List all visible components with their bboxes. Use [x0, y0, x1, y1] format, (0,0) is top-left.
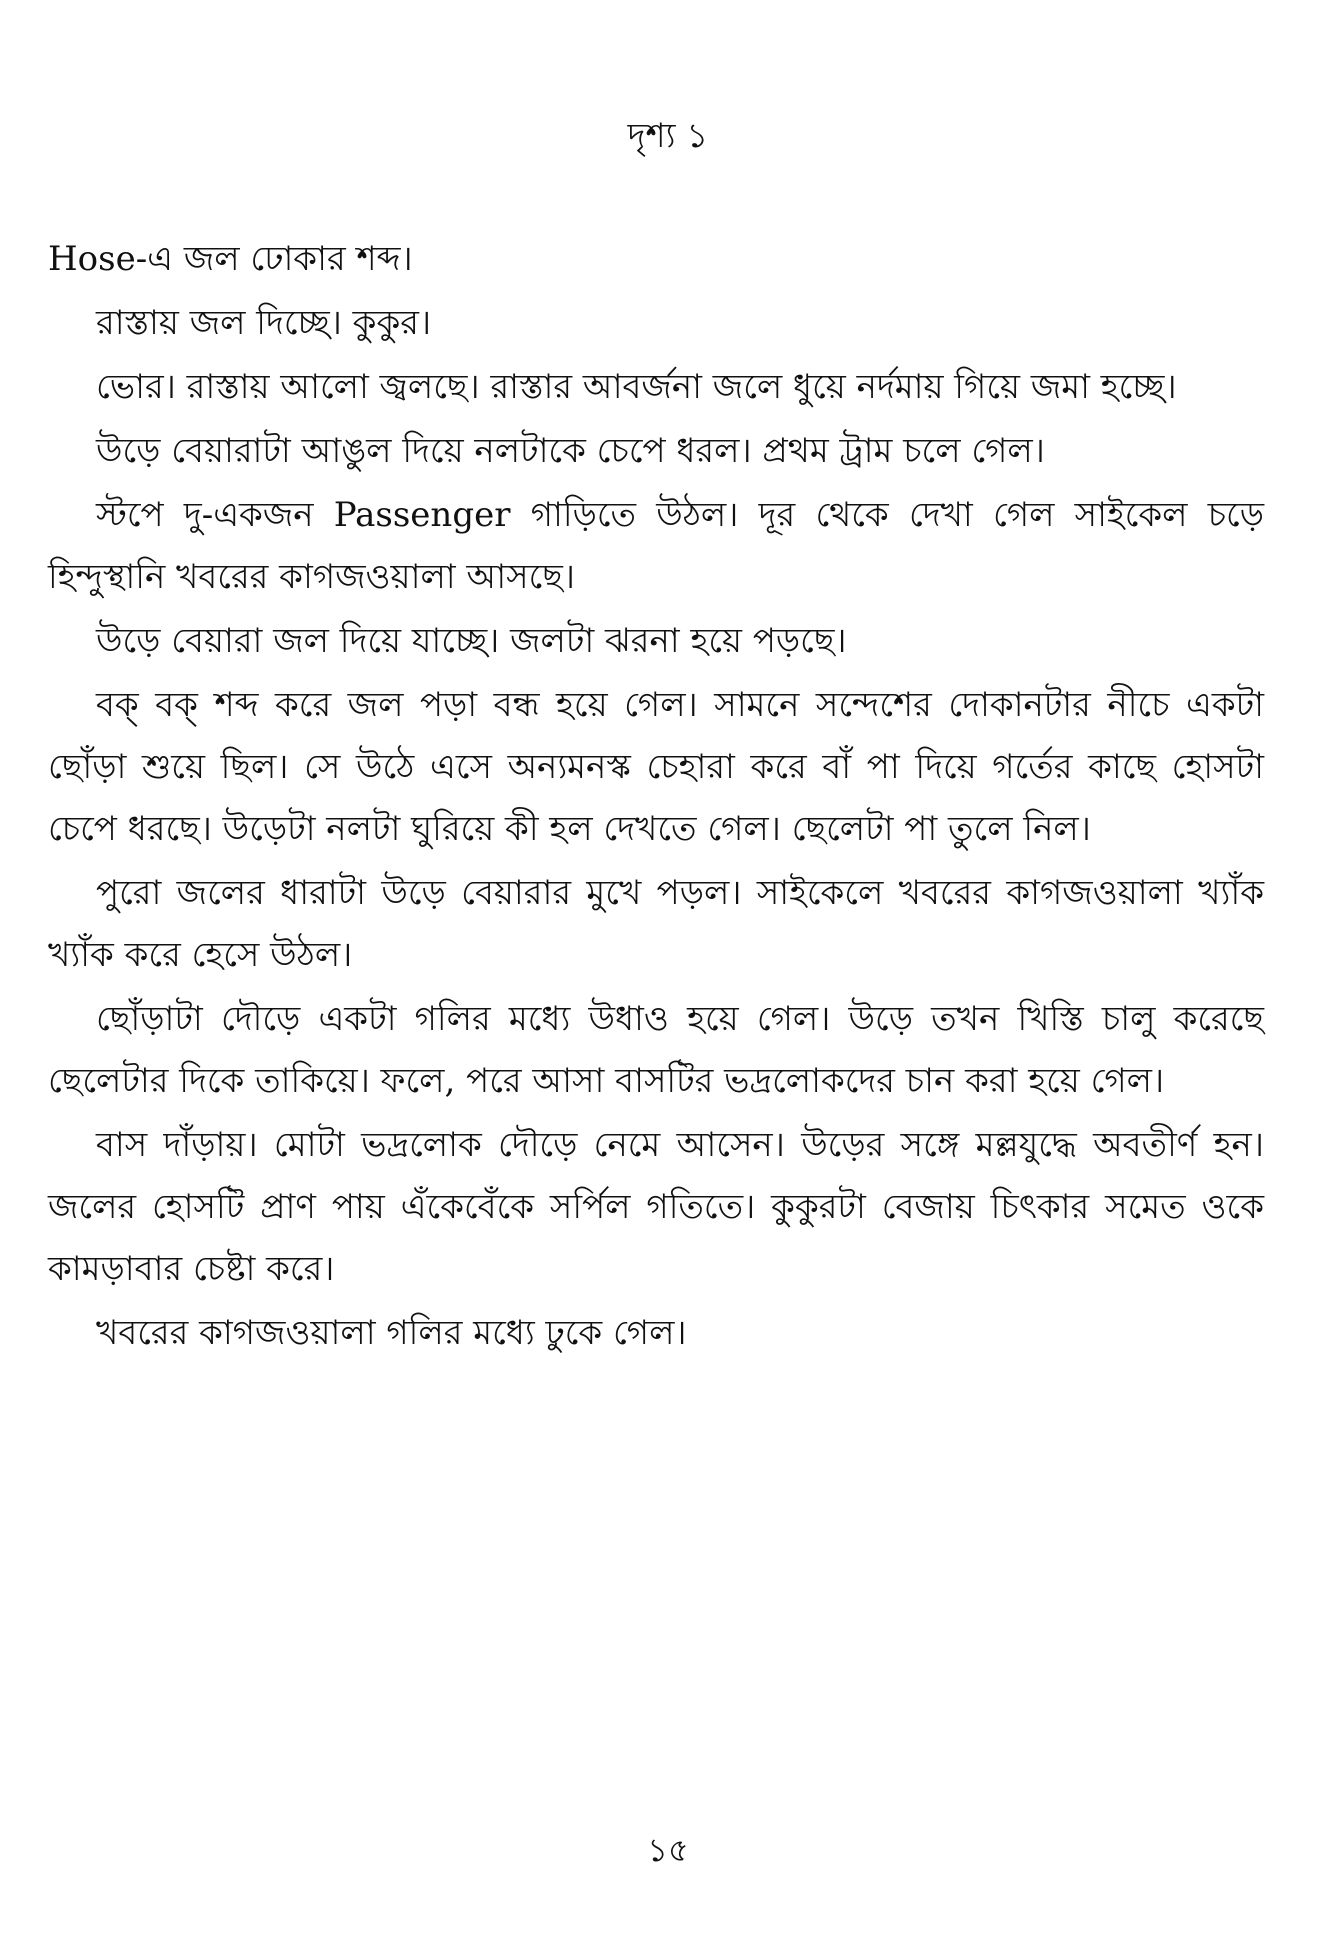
paragraph: বক্ বক্ শব্দ করে জল পড়া বন্ধ হয়ে গেল। সামনে সন্দেশের দোকানটার নীচে একটা ছোঁড়া শুয়ে ছিল। সে উঠে এসে অন্যমনস্ক চেহারা করে বাঁ পা দিয়ে গর্তের কাছে হোসটা চেপে ধরছে। উড়েটা নলটা ঘুরিয়ে কী হল দেখতে গেল। ছেলেটা পা তুলে নিল।: [48, 685, 1264, 849]
paragraph: উড়ে বেয়ারা জল দিয়ে যাচ্ছে। জলটা ঝরনা হয়ে পড়ছে।: [96, 621, 847, 661]
paragraph: ভোর। রাস্তায় আলো জ্বলছে। রাস্তার আবর্জনা জলে ধুয়ে নর্দমায় গিয়ে জমা হচ্ছে।: [96, 367, 1177, 407]
scene-title: দৃশ্য ১: [627, 116, 709, 156]
paragraph: উড়ে বেয়ারাটা আঙুল দিয়ে নলটাকে চেপে ধরল। প্রথম ট্রাম চলে গেল।: [96, 431, 1045, 471]
body-text: [48, 228, 1264, 1366]
paragraph: রাস্তায় জল দিচ্ছে। কুকুর।: [96, 303, 432, 343]
paragraph: স্টপে দু-একজন Passenger গাড়িতে উঠল। দূর থেকে দেখা গেল সাইকেল চড়ে হিন্দুস্থানি খবরের কাগজওয়ালা আসছে।: [48, 495, 1264, 597]
paragraph: খবরের কাগজওয়ালা গলির মধ্যে ঢুকে গেল।: [96, 1313, 687, 1353]
paragraph: বাস দাঁড়ায়। মোটা ভদ্রলোক দৌড়ে নেমে আসেন। উড়ের সঙ্গে মল্লযুদ্ধে অবতীর্ণ হন। জলের হোসটি প্রাণ পায় এঁকেবেঁকে সর্পিল গতিতে। কুকুরটা বেজায় চিৎকার সমেত ওকে কামড়াবার চেষ্টা করে।: [48, 1125, 1264, 1289]
paragraph: পুরো জলের ধারাটা উড়ে বেয়ারার মুখে পড়ল। সাইকেলে খবরের কাগজওয়ালা খ্যাঁক খ্যাঁক করে হেসে উঠল।: [48, 873, 1264, 975]
paragraph: ছোঁড়াটা দৌড়ে একটা গলির মধ্যে উধাও হয়ে গেল। উড়ে তখন খিস্তি চালু করেছে ছেলেটার দিকে তাকিয়ে। ফলে, পরে আসা বাসটির ভদ্রলোকদের চান করা হয়ে গেল।: [48, 999, 1264, 1101]
paragraph: Hose-এ জল ঢোকার শব্দ।: [48, 239, 413, 279]
page-number: ১৫: [647, 1831, 689, 1869]
